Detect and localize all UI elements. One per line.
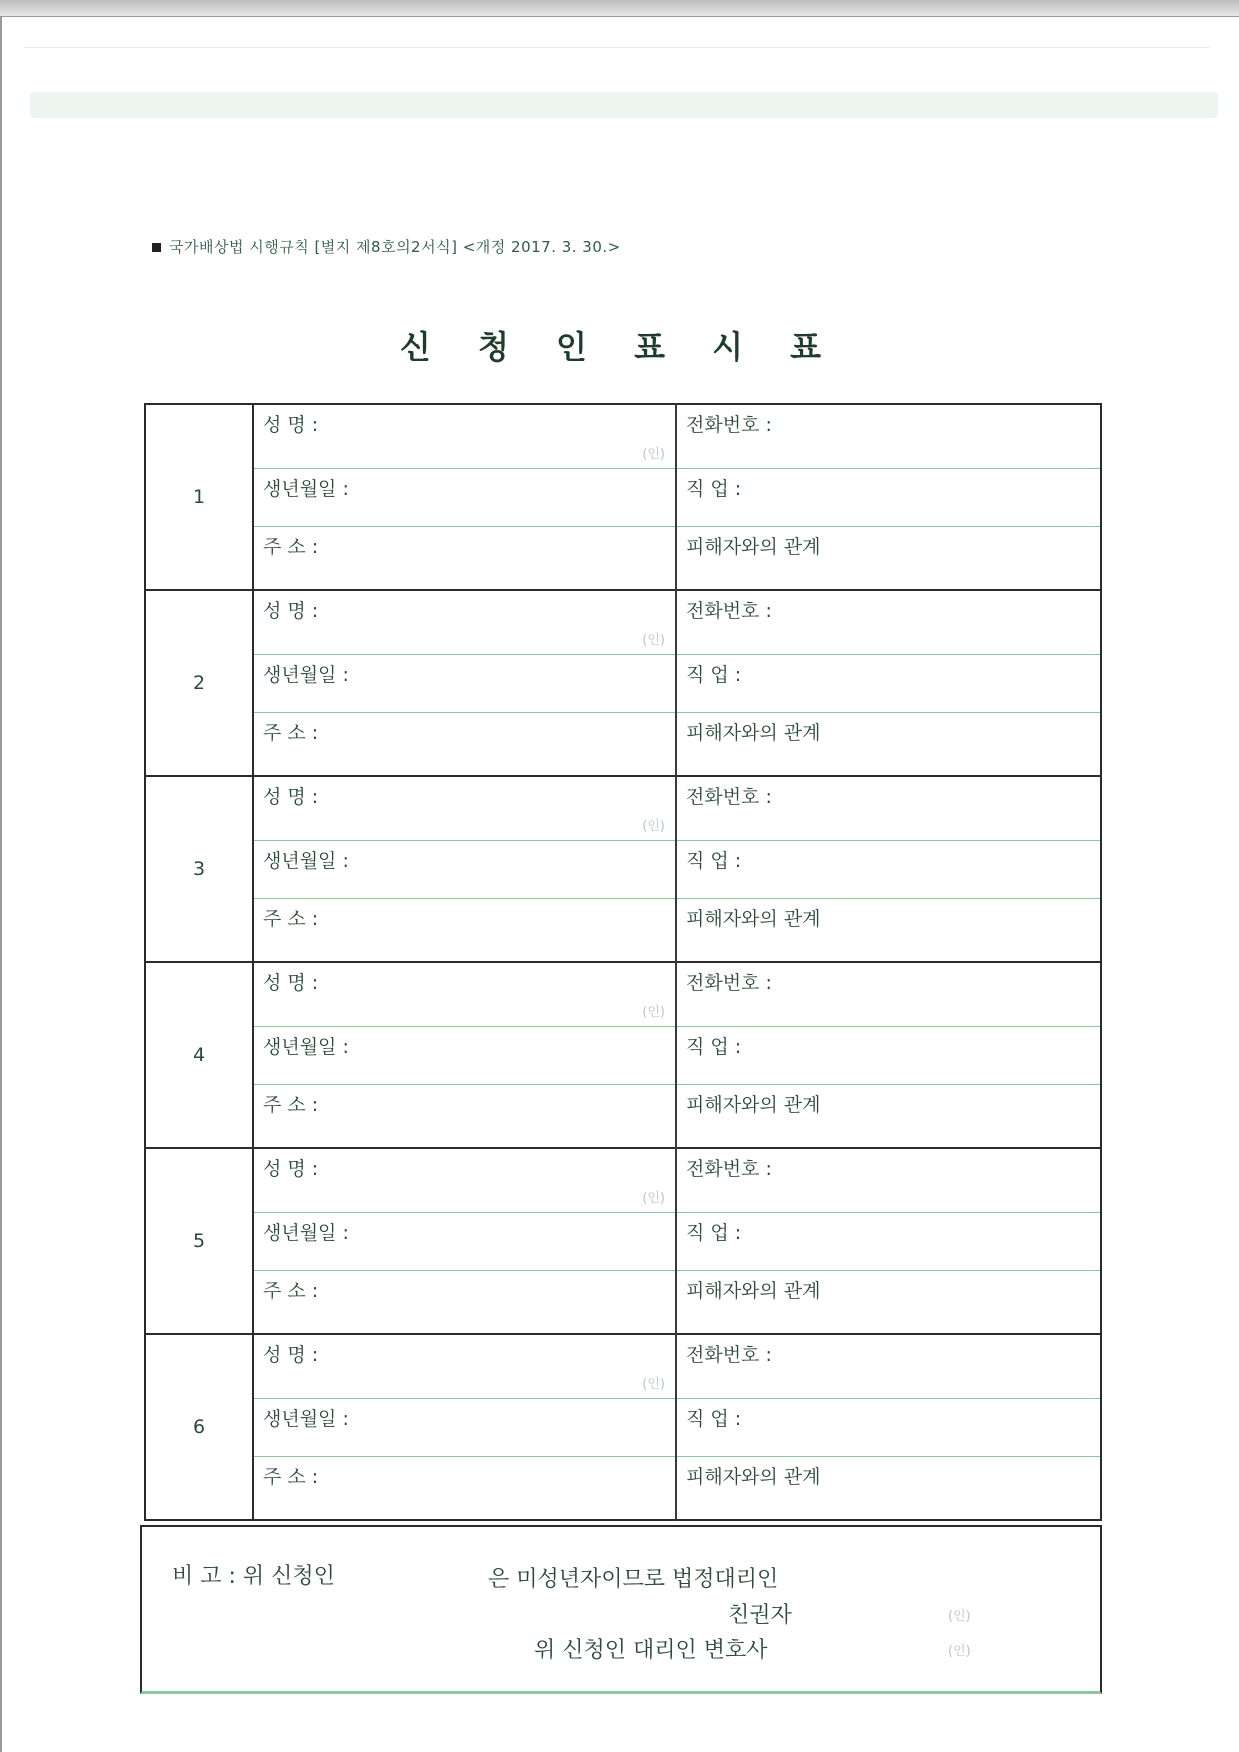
- applicant-row: [145, 712, 1101, 776]
- applicant-row: [145, 1456, 1101, 1520]
- seal-mark: (인): [642, 1004, 665, 1020]
- name-label: 성 명 :: [263, 1158, 319, 1180]
- applicant-row: [145, 1148, 1101, 1212]
- job-label: 직 업 :: [686, 1035, 742, 1058]
- phone-field[interactable]: [676, 1334, 1101, 1398]
- address-field[interactable]: [253, 898, 676, 962]
- applicant-row: [145, 1334, 1101, 1398]
- birth-field[interactable]: [253, 1212, 676, 1270]
- name-field[interactable]: [253, 590, 676, 654]
- applicant-number: 3: [145, 776, 253, 962]
- relation-field[interactable]: [676, 898, 1101, 962]
- name-field[interactable]: [253, 776, 676, 840]
- birth-field[interactable]: [253, 468, 676, 526]
- name-label: 성 명 :: [263, 1344, 319, 1366]
- applicant-row: [145, 1270, 1101, 1334]
- job-field[interactable]: [676, 468, 1101, 526]
- applicant-row: [145, 654, 1101, 712]
- applicant-row: [145, 1212, 1101, 1270]
- name-field[interactable]: [253, 1334, 676, 1398]
- phone-label: 전화번호 :: [686, 1158, 772, 1180]
- relation-field[interactable]: [676, 1270, 1101, 1334]
- address-field[interactable]: [253, 1084, 676, 1148]
- guardian-seal: (인): [948, 1609, 971, 1624]
- address-label: 주 소 :: [263, 907, 319, 930]
- remarks-section: [140, 1525, 1102, 1694]
- phone-label: 전화번호 :: [686, 414, 772, 436]
- address-field[interactable]: [253, 1270, 676, 1334]
- guardian-label: 친권자: [728, 1603, 792, 1628]
- seal-mark: (인): [642, 446, 665, 462]
- applicant-number: 2: [145, 590, 253, 776]
- job-label: 직 업 :: [686, 477, 742, 500]
- scanner-edge: [0, 0, 1239, 17]
- lawyer-label: 위 신청인 대리인 변호사: [534, 1638, 768, 1663]
- address-field[interactable]: [253, 712, 676, 776]
- page-title: 신 청 인 표 시 표: [399, 328, 840, 366]
- relation-field[interactable]: [676, 1456, 1101, 1520]
- address-label: 주 소 :: [263, 1279, 319, 1302]
- applicant-number: 4: [145, 962, 253, 1148]
- birth-label: 생년월일 :: [263, 477, 349, 500]
- phone-field[interactable]: [676, 404, 1101, 468]
- relation-label: 피해자와의 관계: [686, 1279, 821, 1302]
- relation-field[interactable]: [676, 712, 1101, 776]
- phone-label: 전화번호 :: [686, 786, 772, 808]
- applicant-row: [145, 1026, 1101, 1084]
- job-field[interactable]: [676, 654, 1101, 712]
- applicant-row: [145, 776, 1101, 840]
- job-field[interactable]: [676, 1398, 1101, 1456]
- applicant-row: [145, 468, 1101, 526]
- job-field[interactable]: [676, 1212, 1101, 1270]
- job-label: 직 업 :: [686, 1221, 742, 1244]
- address-label: 주 소 :: [263, 721, 319, 744]
- birth-label: 생년월일 :: [263, 1221, 349, 1244]
- remarks-label: 비 고 : 위 신청인: [172, 1564, 335, 1589]
- job-field[interactable]: [676, 840, 1101, 898]
- address-field[interactable]: [253, 526, 676, 590]
- relation-label: 피해자와의 관계: [686, 721, 821, 744]
- lawyer-seal: (인): [948, 1644, 971, 1659]
- relation-label: 피해자와의 관계: [686, 1465, 821, 1488]
- remarks-minor-text: 은 미성년자이므로 법정대리인: [488, 1567, 779, 1592]
- scan-border: [0, 16, 2, 1752]
- address-field[interactable]: [253, 1456, 676, 1520]
- job-label: 직 업 :: [686, 1407, 742, 1430]
- address-label: 주 소 :: [263, 1465, 319, 1488]
- form-reference: [152, 236, 621, 257]
- name-label: 성 명 :: [263, 972, 319, 994]
- applicant-row: [145, 1084, 1101, 1148]
- applicant-row: [145, 526, 1101, 590]
- form-reference-text: 국가배상법 시행규칙 [별지 제8호의2서식] <개정 2017. 3. 30.>: [169, 238, 621, 256]
- phone-label: 전화번호 :: [686, 972, 772, 994]
- seal-mark: (인): [642, 632, 665, 648]
- name-label: 성 명 :: [263, 600, 319, 622]
- phone-field[interactable]: [676, 776, 1101, 840]
- job-field[interactable]: [676, 1026, 1101, 1084]
- address-label: 주 소 :: [263, 535, 319, 558]
- birth-field[interactable]: [253, 840, 676, 898]
- phone-field[interactable]: [676, 962, 1101, 1026]
- bullet-square-icon: [152, 243, 161, 252]
- seal-mark: (인): [642, 1376, 665, 1392]
- applicant-number: 6: [145, 1334, 253, 1520]
- relation-label: 피해자와의 관계: [686, 1093, 821, 1116]
- name-label: 성 명 :: [263, 414, 319, 436]
- applicant-table: [144, 403, 1102, 1521]
- phone-label: 전화번호 :: [686, 1344, 772, 1366]
- name-field[interactable]: [253, 1148, 676, 1212]
- applicant-row: [145, 404, 1101, 468]
- seal-mark: (인): [642, 1190, 665, 1206]
- relation-field[interactable]: [676, 526, 1101, 590]
- divider: [24, 47, 1210, 48]
- applicant-row: [145, 1398, 1101, 1456]
- name-label: 성 명 :: [263, 786, 319, 808]
- job-label: 직 업 :: [686, 849, 742, 872]
- phone-field[interactable]: [676, 590, 1101, 654]
- birth-label: 생년월일 :: [263, 663, 349, 686]
- name-field[interactable]: [253, 962, 676, 1026]
- applicant-row: [145, 590, 1101, 654]
- relation-label: 피해자와의 관계: [686, 907, 821, 930]
- applicant-number: 1: [145, 404, 253, 590]
- birth-label: 생년월일 :: [263, 849, 349, 872]
- birth-field[interactable]: [253, 654, 676, 712]
- phone-label: 전화번호 :: [686, 600, 772, 622]
- header-band: [30, 92, 1218, 118]
- relation-field[interactable]: [676, 1084, 1101, 1148]
- job-label: 직 업 :: [686, 663, 742, 686]
- applicant-row: [145, 962, 1101, 1026]
- applicant-row: [145, 898, 1101, 962]
- birth-label: 생년월일 :: [263, 1035, 349, 1058]
- seal-mark: (인): [642, 818, 665, 834]
- phone-field[interactable]: [676, 1148, 1101, 1212]
- birth-field[interactable]: [253, 1398, 676, 1456]
- applicant-row: [145, 840, 1101, 898]
- relation-label: 피해자와의 관계: [686, 535, 821, 558]
- birth-label: 생년월일 :: [263, 1407, 349, 1430]
- address-label: 주 소 :: [263, 1093, 319, 1116]
- name-field[interactable]: [253, 404, 676, 468]
- applicant-number: 5: [145, 1148, 253, 1334]
- birth-field[interactable]: [253, 1026, 676, 1084]
